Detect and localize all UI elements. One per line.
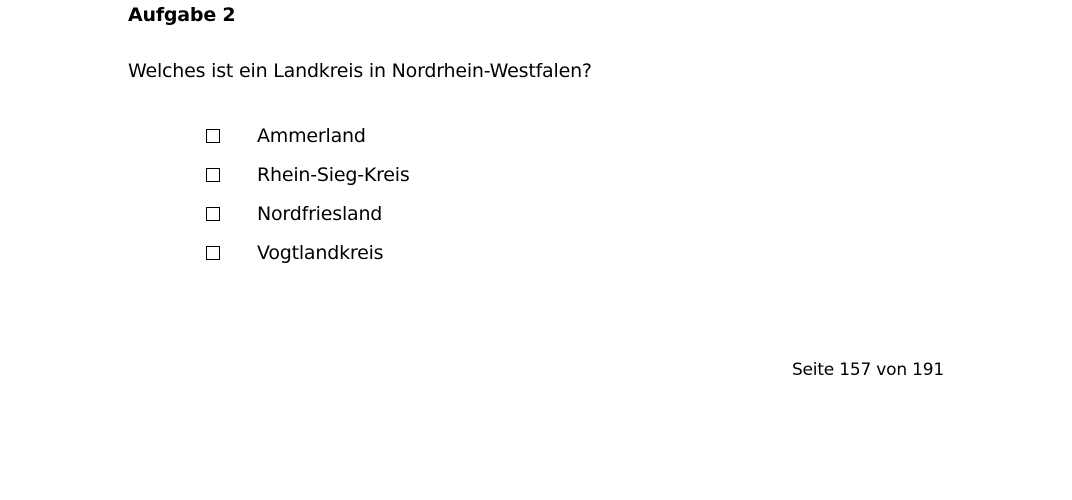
answer-options <box>206 116 410 272</box>
option-label: Nordfriesland <box>257 202 383 225</box>
answer-option[interactable] <box>206 194 410 233</box>
answer-option[interactable] <box>206 116 410 155</box>
task-title: Aufgabe 2 <box>128 4 236 26</box>
option-label: Vogtlandkreis <box>257 241 384 264</box>
checkbox[interactable] <box>206 168 220 182</box>
question-text: Welches ist ein Landkreis in Nordrhein-Westfalen? <box>128 60 592 82</box>
page-number: Seite 157 von 191 <box>791 360 944 380</box>
checkbox[interactable] <box>206 207 220 221</box>
checkbox[interactable] <box>206 129 220 143</box>
answer-option[interactable] <box>206 233 410 272</box>
checkbox[interactable] <box>206 246 220 260</box>
answer-option[interactable] <box>206 155 410 194</box>
option-label: Rhein-Sieg-Kreis <box>257 163 410 186</box>
option-label: Ammerland <box>257 124 366 147</box>
